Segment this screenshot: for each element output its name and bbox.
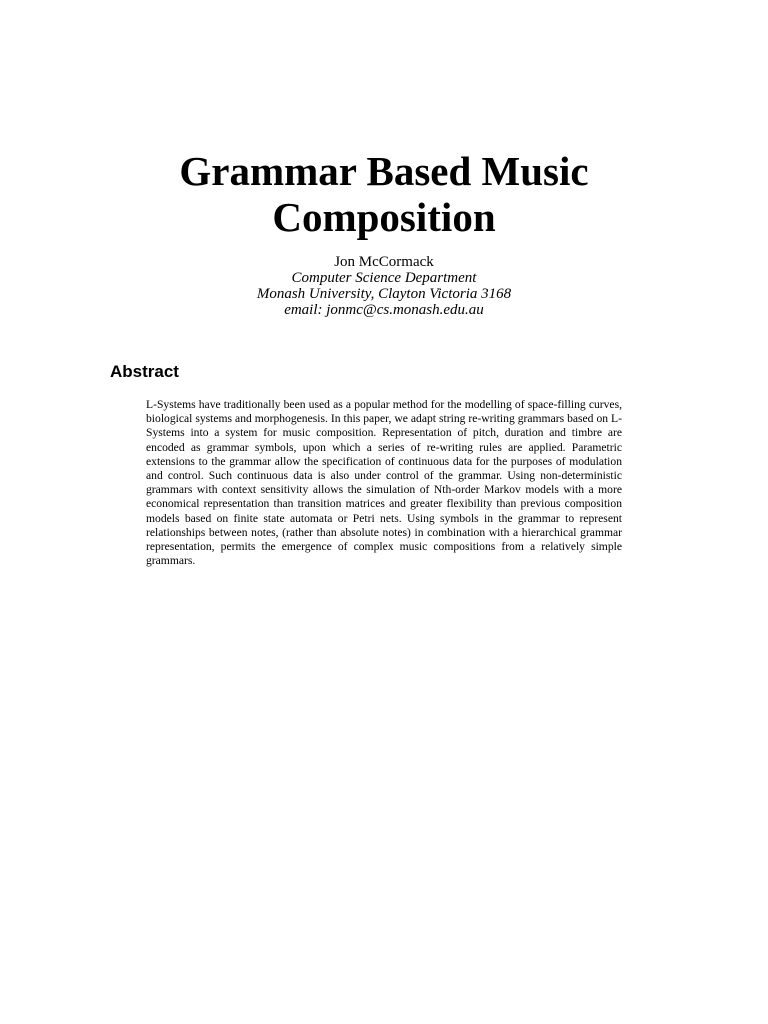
author-name: Jon McCormack <box>334 254 434 270</box>
author-block <box>84 254 684 318</box>
author-email: email: jonmc@cs.monash.edu.au <box>284 302 484 318</box>
paper-title-line-1: Grammar Based Music <box>179 148 589 194</box>
abstract-text: L-Systems have traditionally been used as a popular method for the modelling of space-filling curves, biological systems and morphogenesis. In this paper, we adapt string re-writing grammars based on L-Systems into a system for music composition. Representation of pitch, duration and timbre are encoded as grammar symbols, upon which a series of re-writing rules are applied. Parametric extensions to the grammar allow the specification of continuous data for the purposes of modulation and control. Such continuous data is also under control of the grammar. Using non-deterministic grammars with context sensitivity allows the simulation of Nth-order Markov models with a more economical representation than transition matrices and greater flexibility than previous composition models based on finite state automata or Petri nets. Using symbols in the grammar to represent relationships between notes, (rather than absolute notes) in combination with a hierarchical grammar representation, permits the emergence of complex music compositions from a relatively simple grammars. <box>146 398 622 568</box>
author-department: Computer Science Department <box>291 270 477 286</box>
paper-title <box>84 148 684 240</box>
paper-title-line-2: Composition <box>272 194 496 240</box>
author-affiliation: Monash University, Clayton Victoria 3168 <box>256 286 512 302</box>
abstract-heading: Abstract <box>110 362 179 381</box>
